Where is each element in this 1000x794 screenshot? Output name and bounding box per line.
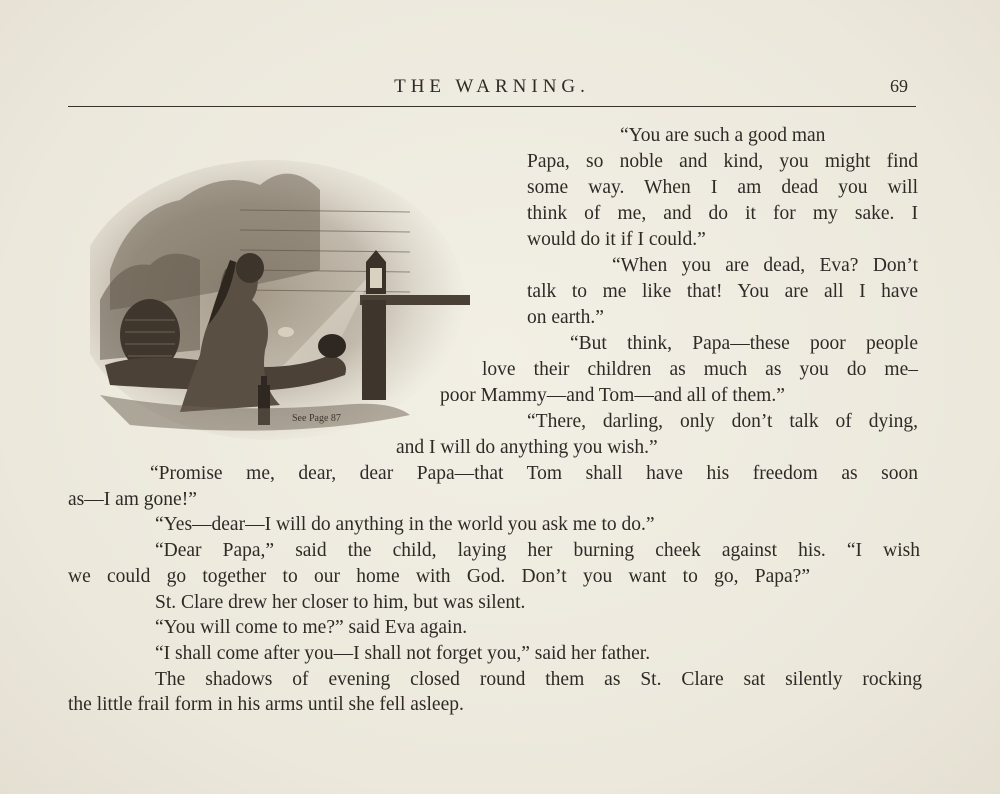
text-line-23: the little frail form in his arms until she fell asleep. xyxy=(68,694,464,715)
text-line-5: would do it if I could.” xyxy=(527,229,706,250)
text-line-21: “I shall come after you—I shall not forget you,” said her father. xyxy=(155,643,651,664)
text-line-17: “Dear Papa,” said the child, laying her burning cheek against his. “I wish xyxy=(155,540,920,561)
text-line-18: we could go together to our home with God. Don’t you want to go, Papa?” xyxy=(68,566,810,587)
text-line-15: as—I am gone!” xyxy=(68,489,197,510)
header-rule xyxy=(68,106,916,107)
illustration-caption: See Page 87 xyxy=(292,413,341,424)
text-line-8: on earth.” xyxy=(527,307,604,328)
text-line-12: “There, darling, only don’t talk of dying, xyxy=(527,411,918,432)
text-line-10: love their children as much as you do me– xyxy=(482,359,918,380)
text-line-19: St. Clare drew her closer to him, but was silent. xyxy=(155,592,526,613)
text-line-11: poor Mammy—and Tom—and all of them.” xyxy=(440,385,785,406)
text-line-3: some way. When I am dead you will xyxy=(527,177,918,198)
text-line-7: talk to me like that! You are all I have xyxy=(527,281,918,302)
engraving-illustration xyxy=(90,150,480,450)
text-line-13: and I will do anything you wish.” xyxy=(396,437,658,458)
text-line-20: “You will come to me?” said Eva again. xyxy=(155,617,468,638)
text-line-6: “When you are dead, Eva? Don’t xyxy=(612,255,918,276)
text-line-14: “Promise me, dear, dear Papa—that Tom shall have his freedom as soon xyxy=(150,463,918,484)
text-line-1: “You are such a good man xyxy=(620,125,826,146)
text-line-2: Papa, so noble and kind, you might find xyxy=(527,151,918,172)
text-line-22: The shadows of evening closed round them as St. Clare sat silently rocking xyxy=(155,669,922,690)
text-line-4: think of me, and do it for my sake. I xyxy=(527,203,918,224)
page-header xyxy=(68,72,916,102)
text-line-9: “But think, Papa—these poor people xyxy=(570,333,918,354)
running-title: THE WARNING. xyxy=(394,76,590,97)
text-line-16: “Yes—dear—I will do anything in the world you ask me to do.” xyxy=(155,514,655,535)
page-number: 69 xyxy=(890,76,908,96)
